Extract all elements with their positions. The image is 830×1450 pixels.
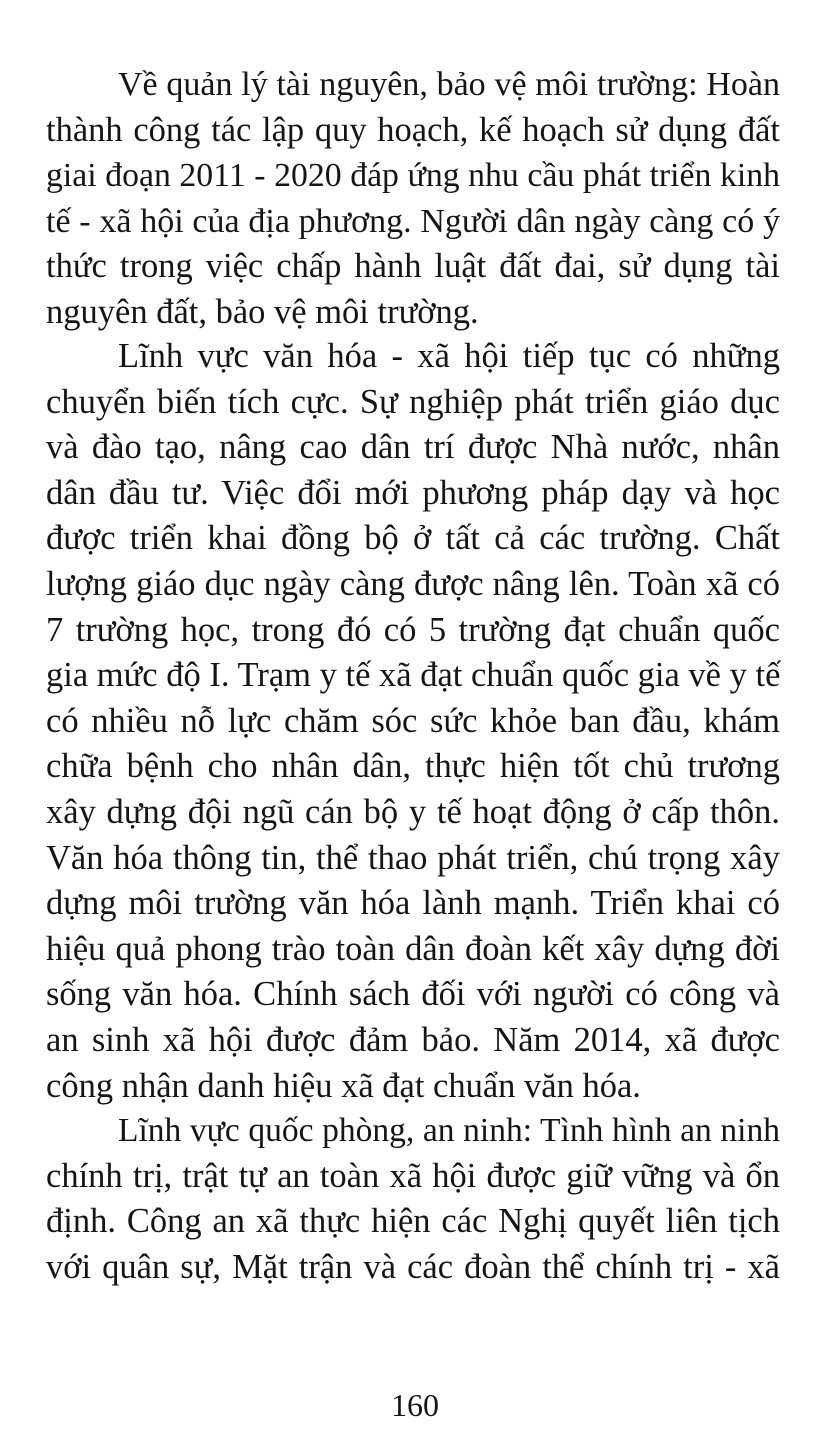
text-line: và đào tạo, nâng cao dân trí được Nhà nước, nhân xyxy=(46,428,780,467)
text-line: gia mức độ I. Trạm y tế xã đạt chuẩn quốc gia về y tế xyxy=(46,656,781,695)
paragraph-resource-management xyxy=(46,62,780,336)
text-line: có nhiều nỗ lực chăm sóc sức khỏe ban đầu, khám xyxy=(46,701,780,740)
text-line: chữa bệnh cho nhân dân, thực hiện tốt chủ trương xyxy=(46,747,780,786)
text-line: 7 trường học, trong đó có 5 trường đạt chuẩn quốc xyxy=(46,610,780,649)
text-line: xây dựng đội ngũ cán bộ y tế hoạt động ở cấp thôn. xyxy=(46,792,780,831)
text-line: thức trong việc chấp hành luật đất đai, sử dụng tài xyxy=(46,247,780,286)
paragraph-defense-security xyxy=(46,1108,780,1290)
text-line: giai đoạn 2011 - 2020 đáp ứng nhu cầu phát triển kinh xyxy=(46,157,780,195)
text-line: dựng môi trường văn hóa lành mạnh. Triển khai có xyxy=(46,884,780,923)
text-line: được triển khai đồng bộ ở tất cả các trường. Chất xyxy=(46,519,780,558)
text-line: hiệu quả phong trào toàn dân đoàn kết xây dựng đời xyxy=(46,929,780,968)
text-line: định. Công an xã thực hiện các Nghị quyết liên tịch xyxy=(46,1202,780,1241)
page-number: 160 xyxy=(391,1387,439,1423)
text-line: chuyển biến tích cực. Sự nghiệp phát triển giáo dục xyxy=(46,382,780,421)
text-line: Văn hóa thông tin, thể thao phát triển, chú trọng xây xyxy=(46,838,780,877)
text-line: an sinh xã hội được đảm bảo. Năm 2014, xã được xyxy=(46,1020,780,1059)
text-line: dân đầu tư. Việc đổi mới phương pháp dạy và học xyxy=(46,473,780,512)
text-line: công nhận danh hiệu xã đạt chuẩn văn hóa. xyxy=(46,1066,641,1105)
text-line: thành công tác lập quy hoạch, kế hoạch sử dụng đất xyxy=(46,110,780,149)
text-line: sống văn hóa. Chính sách đối với người có công và xyxy=(46,975,780,1014)
text-line: Lĩnh vực văn hóa - xã hội tiếp tục có những xyxy=(118,337,780,375)
text-line: Về quản lý tài nguyên, bảo vệ môi trường: Hoàn xyxy=(118,66,780,103)
text-line: nguyên đất, bảo vệ môi trường. xyxy=(46,292,479,331)
text-line: chính trị, trật tự an toàn xã hội được giữ vững và ổn xyxy=(46,1156,780,1195)
text-line: tế - xã hội của địa phương. Người dân ngày càng có ý xyxy=(46,202,780,240)
text-line: với quân sự, Mặt trận và các đoàn thể chính trị - xã xyxy=(46,1247,780,1286)
paragraph-culture-society xyxy=(46,334,780,1109)
text-line: Lĩnh vực quốc phòng, an ninh: Tình hình an ninh xyxy=(118,1112,780,1149)
text-line: lượng giáo dục ngày càng được nâng lên. Toàn xã có xyxy=(46,564,780,603)
